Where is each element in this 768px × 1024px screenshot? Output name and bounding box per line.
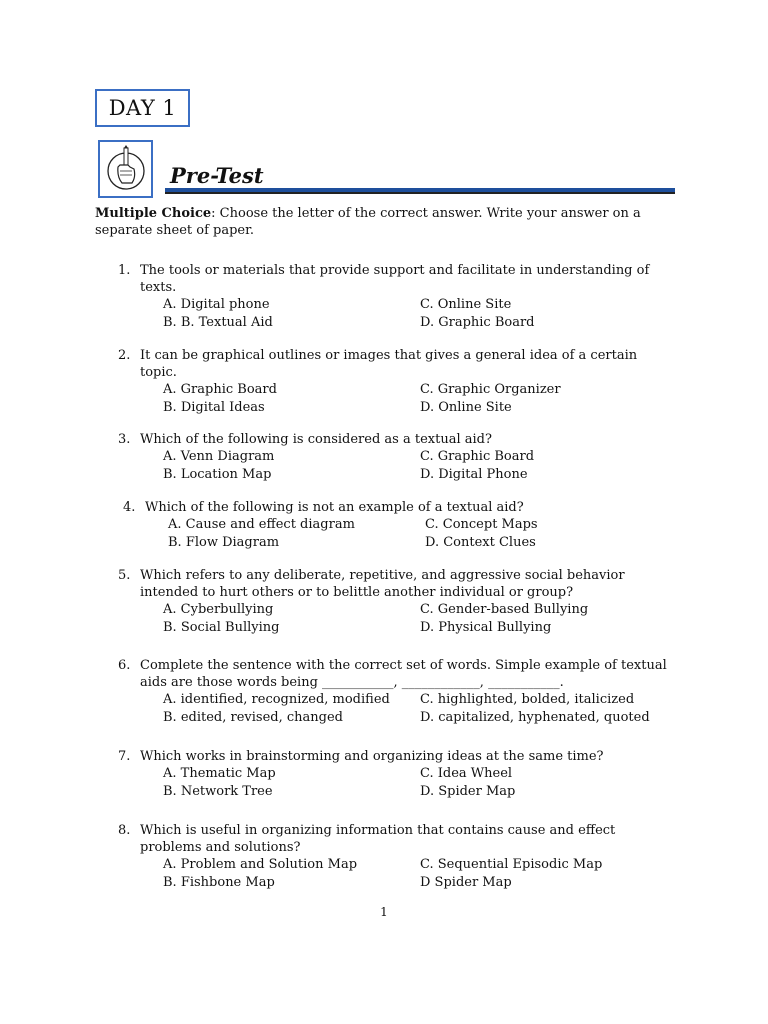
question-number: 2. — [118, 348, 131, 363]
choice-c: C. Graphic Board — [420, 449, 535, 464]
question-stem: Which of the following is not an example of a textual aid? — [145, 500, 524, 515]
choice-b: B. Social Bullying — [163, 620, 280, 635]
question-stem: Which of the following is considered as a textual aid? — [140, 432, 492, 447]
choice-a: A. Cause and effect diagram — [168, 517, 355, 532]
choice-b: B. Digital Ideas — [163, 400, 265, 415]
choice-d: D. capitalized, hyphenated, quoted — [420, 710, 650, 725]
choice-b: B. Location Map — [163, 467, 272, 482]
choice-d: D. Context Clues — [425, 535, 536, 550]
raised-hand-pencil-icon-graphic — [106, 145, 146, 193]
choices — [163, 296, 678, 332]
question-stem: The tools or materials that provide support and facilitate in understanding of texts. — [140, 263, 650, 295]
choices — [168, 516, 683, 552]
title-underline — [165, 188, 675, 194]
choices — [163, 448, 678, 484]
question-1 — [118, 262, 678, 332]
choice-a: A. Thematic Map — [163, 766, 276, 781]
choices — [163, 856, 678, 892]
choice-a: A. Problem and Solution Map — [163, 857, 358, 872]
choice-d: D. Online Site — [420, 400, 512, 415]
choice-c: C. Gender-based Bullying — [420, 602, 589, 617]
question-5 — [118, 567, 678, 637]
question-stem: It can be graphical outlines or images that gives a general idea of a certain topic. — [140, 348, 638, 380]
question-stem: Which is useful in organizing information that contains cause and effect problems and solutions? — [140, 823, 616, 855]
question-8 — [118, 822, 678, 892]
choice-c: C. Idea Wheel — [420, 766, 513, 781]
question-6 — [118, 657, 678, 727]
choice-b: B. edited, revised, changed — [163, 710, 343, 725]
question-stem: Which refers to any deliberate, repetitive, and aggressive social behavior intended to hurt others or to belittle another individual or group? — [140, 568, 625, 600]
choice-c: C. Graphic Organizer — [420, 382, 561, 397]
choice-d: D Spider Map — [420, 875, 512, 890]
question-number: 1. — [118, 263, 131, 278]
question-number: 3. — [118, 432, 131, 447]
choice-a: A. identified, recognized, modified — [163, 692, 390, 707]
question-7 — [118, 748, 678, 801]
question-number: 4. — [123, 500, 136, 515]
question-2 — [118, 347, 678, 417]
page-title: Pre-Test — [170, 163, 264, 188]
choice-b: B. Flow Diagram — [168, 535, 280, 550]
choice-a: A. Digital phone — [163, 297, 270, 312]
instructions — [95, 205, 665, 239]
choice-d: D. Spider Map — [420, 784, 516, 799]
question-number: 8. — [118, 823, 131, 838]
instructions-label: Multiple Choice — [95, 206, 212, 221]
choice-d: D. Digital Phone — [420, 467, 528, 482]
day-label: DAY 1 — [95, 89, 190, 127]
choices — [163, 691, 678, 727]
choices — [163, 601, 678, 637]
instructions-text: : Choose the letter of the correct answer. Write your answer on a separate sheet of paper. — [95, 206, 641, 238]
choice-b: B. B. Textual Aid — [163, 315, 273, 330]
choice-c: C. Online Site — [420, 297, 512, 312]
choice-d: D. Graphic Board — [420, 315, 535, 330]
page-number: 1 — [380, 905, 388, 919]
choice-b: B. Fishbone Map — [163, 875, 275, 890]
question-number: 5. — [118, 568, 131, 583]
choices — [163, 381, 678, 417]
choice-b: B. Network Tree — [163, 784, 273, 799]
choice-c: C. Concept Maps — [425, 517, 538, 532]
question-stem: Complete the sentence with the correct set of words. Simple example of textual aids are those words being ___________, ____________, ___________. — [140, 658, 667, 690]
raised-hand-pencil-icon — [98, 140, 153, 198]
question-4 — [123, 499, 683, 552]
choice-a: A. Cyberbullying — [163, 602, 274, 617]
question-number: 6. — [118, 658, 131, 673]
choice-d: D. Physical Bullying — [420, 620, 552, 635]
question-stem: Which works in brainstorming and organizing ideas at the same time? — [140, 749, 604, 764]
choice-a: A. Graphic Board — [163, 382, 277, 397]
choice-c: C. Sequential Episodic Map — [420, 857, 603, 872]
choices — [163, 765, 678, 801]
choice-a: A. Venn Diagram — [163, 449, 275, 464]
question-3 — [118, 431, 678, 484]
question-number: 7. — [118, 749, 131, 764]
choice-c: C. highlighted, bolded, italicized — [420, 692, 635, 707]
